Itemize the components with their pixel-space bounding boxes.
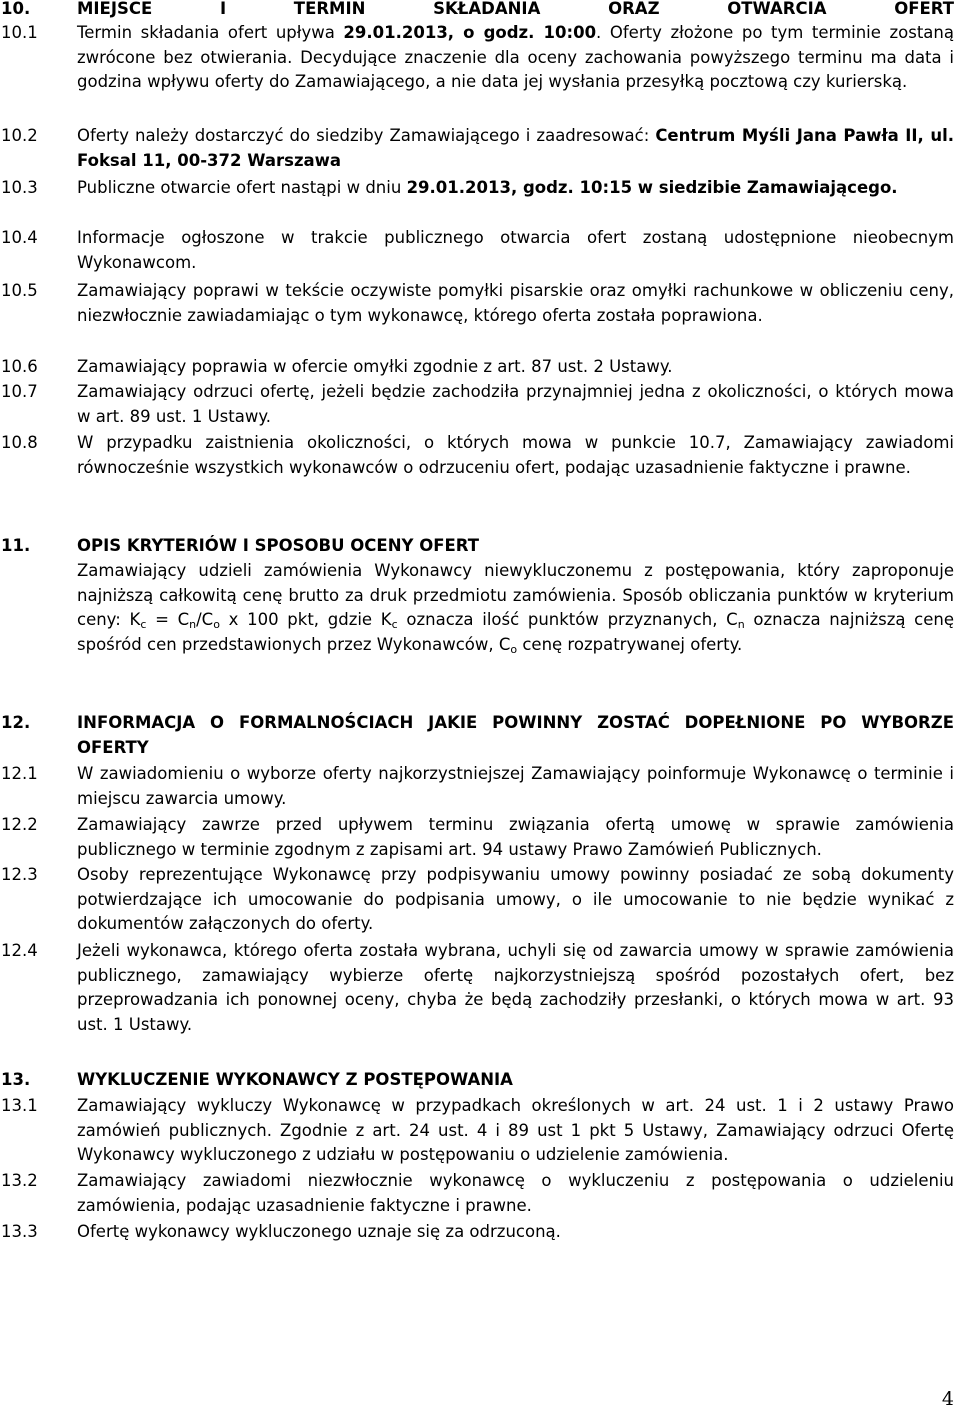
- text-run: Oferty należy dostarczyć do siedziby Zamawiającego i zaadresować:: [77, 126, 656, 145]
- paragraph-text: [77, 124, 954, 173]
- section-number: 10.: [1, 0, 31, 18]
- paragraph-number: 13.3: [1, 1222, 38, 1241]
- text-run: = C: [146, 610, 190, 629]
- paragraph-number: 10.8: [1, 433, 38, 452]
- paragraph-number: 10.3: [1, 178, 38, 197]
- text-run: oznacza ilość punktów przyznanych, C: [397, 610, 738, 629]
- text-run: cenę rozpatrywanej oferty.: [517, 634, 743, 654]
- text-run: oznacza najniższą cenę spośród cen przedstawionych przez Wykonawców, C: [77, 610, 955, 654]
- subscript: o: [510, 642, 518, 656]
- page-number: 4: [941, 1388, 954, 1410]
- opening-date: 29.01.2013, godz. 10:15 w siedzibie Zamawiającego.: [406, 178, 898, 197]
- paragraph-text: Zamawiający poprawi w tekście oczywiste pomyłki pisarskie oraz omyłki rachunkowe w obliczeniu ceny, niezwłocznie zawiadamiając o tym wykonawcę, którego oferta została poprawiona.: [77, 281, 954, 325]
- section-title: MIEJSCE I TERMIN SKŁADANIA ORAZ OTWARCIA OFERT: [77, 0, 954, 18]
- subscript: n: [189, 618, 197, 631]
- paragraph-number: 12.1: [1, 764, 38, 783]
- section-title: WYKLUCZENIE WYKONAWCY Z POSTĘPOWANIA: [77, 1070, 513, 1089]
- paragraph-number: 10.5: [1, 281, 38, 300]
- paragraph-number: 12.3: [1, 865, 38, 884]
- paragraph-number: 13.1: [1, 1096, 38, 1115]
- paragraph-text: Zamawiający zawrze przed upływem terminu związania ofertą umowę w sprawie zamówienia publicznego w terminie zgodnym z zapisami art. 94 ustawy Prawo Zamówień Publicznych.: [77, 815, 954, 859]
- paragraph-text: [77, 21, 954, 95]
- section-number: 13.: [1, 1070, 31, 1089]
- section-title: OPIS KRYTERIÓW I SPOSOBU OCENY OFERT: [77, 536, 479, 555]
- paragraph-text: Zamawiający poprawia w ofercie omyłki zgodnie z art. 87 ust. 2 Ustawy.: [77, 357, 673, 376]
- subscript: c: [140, 618, 147, 631]
- paragraph-text: Osoby reprezentujące Wykonawcę przy podpisywaniu umowy powinny posiadać ze sobą dokumenty potwierdzające ich umocowanie do podpisania umowy, o ile umocowanie to nie będzie wynikać z dokumentów załączonych do oferty.: [77, 865, 954, 933]
- paragraph-text: Ofertę wykonawcy wykluczonego uznaje się za odrzuconą.: [77, 1222, 561, 1241]
- section-number: 11.: [1, 536, 31, 555]
- paragraph-text: Zamawiający wykluczy Wykonawcę w przypadkach określonych w art. 24 ust. 1 i 2 ustawy Prawo zamówień publicznych. Zgodnie z art. 24 ust. 4 i 89 ust 1 pkt 5 Ustawy, Zamawiający odrzuci Ofertę Wykonawcy wykluczonego z udziału w postępowaniu o udzielenie zamówienia.: [77, 1096, 954, 1164]
- subscript: c: [391, 618, 398, 631]
- section-number: 12.: [1, 713, 31, 732]
- paragraph-number: 10.6: [1, 357, 38, 376]
- paragraph-number: 13.2: [1, 1171, 38, 1190]
- paragraph-text: [77, 176, 954, 201]
- paragraph-number: 10.2: [1, 126, 38, 145]
- subscript: o: [213, 618, 220, 631]
- paragraph-number: 10.7: [1, 382, 38, 401]
- paragraph-number: 10.4: [1, 228, 38, 247]
- criteria-paragraph: [77, 559, 954, 657]
- text-run: Zamawiający udzieli zamówienia Wykonawcy niewykluczonemu z postępowania, który zaproponuje najniższą całkowitą cenę brutto za druk przedmiotu zamówienia. Sposób obliczania punktów w kryterium ceny: K: [77, 561, 954, 629]
- paragraph-text: Jeżeli wykonawca, którego oferta została wybrana, uchyli się od zawarcia umowy w sprawie zamówienia publicznego, zamawiający wybierze ofertę najkorzystniejszą spośród pozostałych ofert, bez przeprowadzania ich ponownej oceny, chyba że będą zachodziły przesłanki, o których mowa w art. 93 ust. 1 Ustawy.: [77, 941, 954, 1034]
- text-run: . Oferty złożone po tym terminie zostaną zwrócone bez otwierania. Decydujące znaczenie dla oceny zachowania powyższego terminu ma data i godzina wpływu oferty do Zamawiającego, a nie data jej wysłania przesyłką pocztową czy kurierską.: [77, 23, 954, 91]
- paragraph-text: Zamawiający odrzuci ofertę, jeżeli będzie zachodziła przynajmniej jedna z okoliczności, o których mowa w art. 89 ust. 1 Ustawy.: [77, 382, 954, 426]
- text-run: x 100 pkt, gdzie K: [219, 610, 392, 629]
- text-run: /C: [196, 610, 214, 629]
- subscript: n: [737, 618, 745, 631]
- paragraph-number: 10.1: [1, 23, 38, 42]
- paragraph-text: Informacje ogłoszone w trakcie publicznego otwarcia ofert zostaną udostępnione nieobecnym Wykonawcom.: [77, 228, 954, 272]
- section-title: INFORMACJA O FORMALNOŚCIACH JAKIE POWINNY ZOSTAĆ DOPEŁNIONE PO WYBORZE OFERTY: [77, 713, 954, 757]
- paragraph-number: 12.2: [1, 815, 38, 834]
- paragraph-text: W zawiadomieniu o wyborze oferty najkorzystniejszej Zamawiający poinformuje Wykonawcę o terminie i miejscu zawarcia umowy.: [77, 764, 954, 808]
- paragraph-text: W przypadku zaistnienia okoliczności, o których mowa w punkcie 10.7, Zamawiający zawiadomi równocześnie wszystkich wykonawców o odrzuceniu ofert, podając uzasadnienie faktyczne i prawne.: [77, 433, 954, 477]
- text-run: Termin składania ofert upływa: [77, 23, 344, 42]
- paragraph-number: 12.4: [1, 941, 38, 960]
- paragraph-text: Zamawiający zawiadomi niezwłocznie wykonawcę o wykluczeniu z postępowania o udzieleniu zamówienia, podając uzasadnienie faktyczne i prawne.: [77, 1171, 954, 1215]
- deadline-date: 29.01.2013, o godz. 10:00: [343, 23, 597, 42]
- text-run: Publiczne otwarcie ofert nastąpi w dniu: [77, 178, 407, 197]
- address: Centrum Myśli Jana Pawła II, ul. Foksal 11, 00-372 Warszawa: [77, 126, 954, 170]
